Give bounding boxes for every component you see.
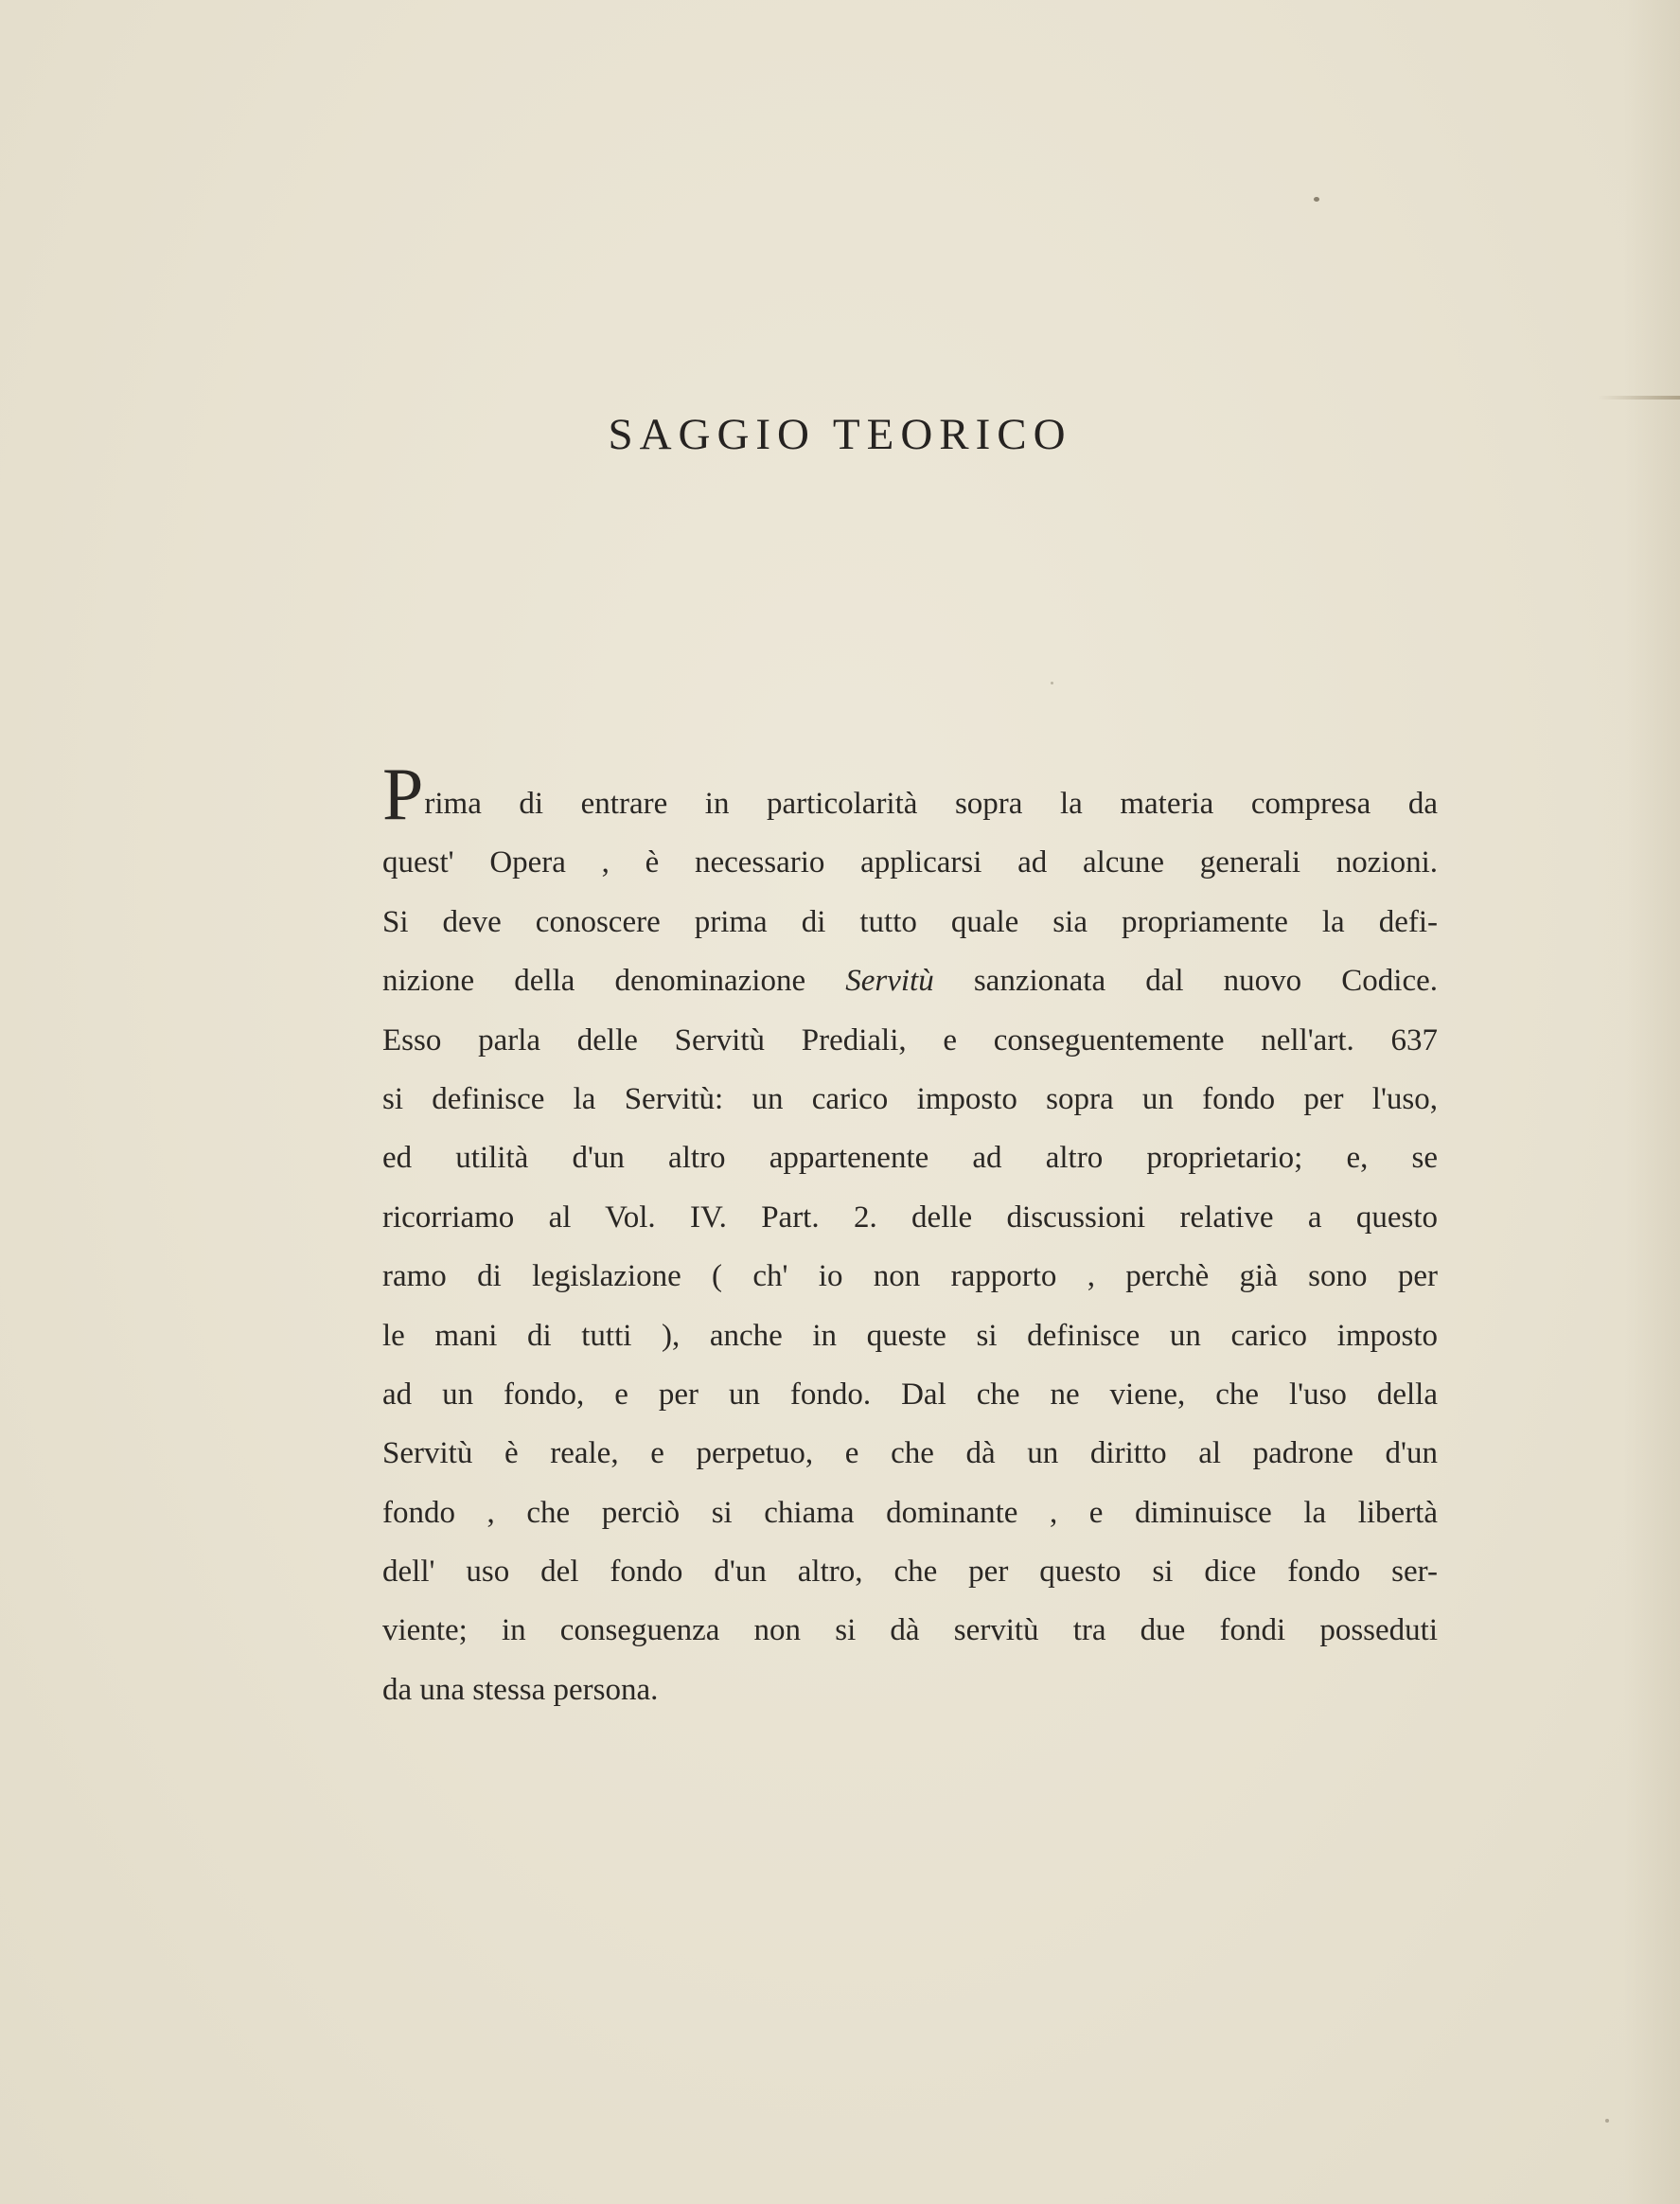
text-line: Prima di entrare in particolarità sopra la materia compresa da <box>382 753 1438 835</box>
paper-speck <box>1051 682 1053 684</box>
text-line: Esso parla delle Servitù Prediali, e conseguentemente nell'art. 637 <box>382 1022 1438 1058</box>
text-line-last: da una stessa persona. <box>382 1672 659 1707</box>
text-line: le mani di tutti ), anche in queste si definisce un carico imposto <box>382 1318 1438 1353</box>
text-line: Servitù è reale, e perpetuo, e che dà un diritto al padrone d'un <box>382 1436 1438 1471</box>
text-line: ramo di legislazione ( ch' io non rapporto , perchè già sono per <box>382 1259 1438 1294</box>
text-line: Si deve conoscere prima di tutto quale sia propriamente la defi- <box>382 904 1438 939</box>
text-line: ad un fondo, e per un fondo. Dal che ne viene, che l'uso della <box>382 1377 1438 1412</box>
paper-speck <box>1605 2119 1609 2123</box>
page-title: SAGGIO TEORICO <box>608 410 1072 459</box>
paper-speck <box>1314 197 1319 202</box>
text-line: ed utilità d'un altro appartenente ad altro proprietario; e, se <box>382 1141 1438 1176</box>
text-line: dell' uso del fondo d'un altro, che per questo si dice fondo ser- <box>382 1555 1438 1590</box>
drop-cap: P <box>382 753 424 835</box>
text-line: si definisce la Servitù: un carico imposto sopra un fondo per l'uso, <box>382 1081 1438 1116</box>
text-line: viente; in conseguenza non si dà servitù tra due fondi posseduti <box>382 1613 1438 1648</box>
text-line: quest' Opera , è necessario applicarsi ad alcune generali nozioni. <box>382 845 1438 880</box>
text-line: ricorriamo al Vol. IV. Part. 2. delle discussioni relative a questo <box>382 1200 1438 1235</box>
text-line: nizione della denominazione Servitù sanzionata dal nuovo Codice. <box>382 964 1438 999</box>
page-edge-shadow <box>1598 396 1680 400</box>
text-line: fondo , che perciò si chiama dominante , e diminuisce la libertà <box>382 1495 1438 1530</box>
italic-term: Servitù <box>845 964 934 999</box>
body-paragraph <box>382 753 1438 1719</box>
